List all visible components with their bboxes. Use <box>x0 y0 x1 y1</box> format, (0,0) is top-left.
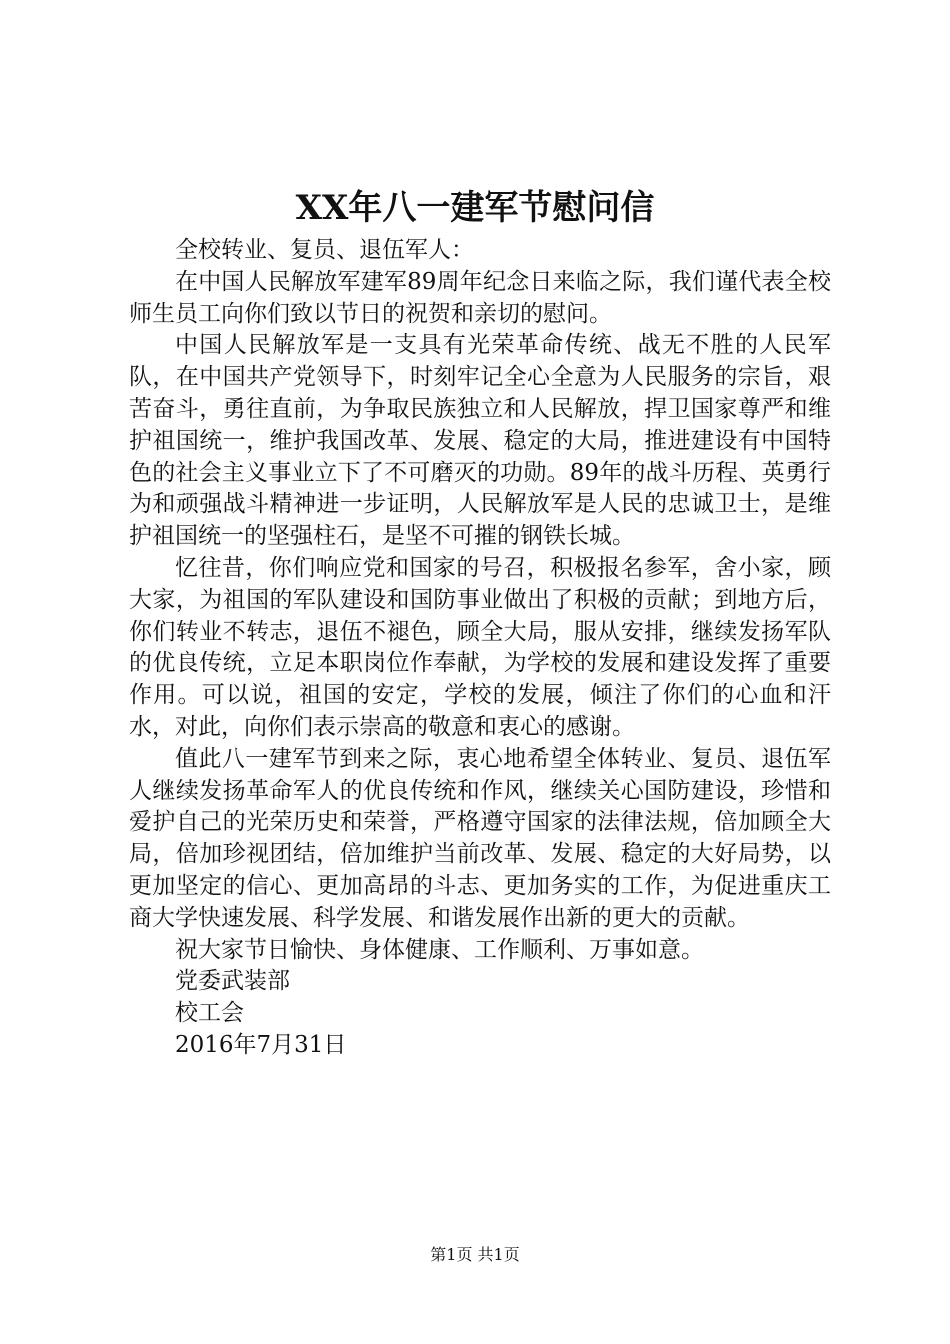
paragraph: 忆往昔，你们响应党和国家的号召，积极报名参军，舍小家，顾大家，为祖国的军队建设和国防事业做出了积极的贡献；到地方后，你们转业不转志，退伍不褪色，顾全大局，服从安排，继续发扬军队的优良传统，立足本职岗位作奉献，为学校的发展和建设发挥了重要作用。可以说，祖国的安定，学校的发展，倾注了你们的心血和汗水，对此，向你们表示崇高的敬意和衷心的感谢。 <box>129 554 831 740</box>
page-footer: 第1页 共1页 <box>430 1245 520 1264</box>
paragraph: 在中国人民解放军建军89周年纪念日来临之际，我们谨代表全校师生员工向你们致以节日的祝贺和亲切的慰问。 <box>129 268 831 327</box>
document-title: XX年八一建军节慰问信 <box>295 188 655 228</box>
signature-department: 党委武装部 <box>175 968 290 995</box>
document-body <box>129 235 831 1062</box>
closing-wish: 祝大家节日愉快、身体健康、工作顺利、万事如意。 <box>175 936 704 963</box>
paragraph: 值此八一建军节到来之际，衷心地希望全体转业、复员、退伍军人继续发扬革命军人的优良传统和作风，继续关心国防建设，珍惜和爱护自己的光荣历史和荣誉，严格遵守国家的法律法规，倍加顾全大局，倍加珍视团结，倍加维护当前改革、发展、稳定的大好局势，以更加坚定的信心、更加高昂的斗志、更加务实的工作，为促进重庆工商大学快速发展、科学发展、和谐发展作出新的更大的贡献。 <box>129 745 831 931</box>
salutation: 全校转业、复员、退伍军人： <box>175 237 474 263</box>
paragraph: 中国人民解放军是一支具有光荣革命传统、战无不胜的人民军队，在中国共产党领导下，时刻牢记全心全意为人民服务的宗旨，艰苦奋斗，勇往直前，为争取民族独立和人民解放，捍卫国家尊严和维护祖国统一，维护我国改革、发展、稳定的大局，推进建设有中国特色的社会主义事业立下了不可磨灭的功勋。89年的战斗历程、英勇行为和顽强战斗精神进一步证明，人民解放军是人民的忠诚卫士，是维护祖国统一的坚强柱石，是坚不可摧的钢铁长城。 <box>129 332 831 550</box>
signature-union: 校工会 <box>175 1000 244 1027</box>
signature-date: 2016年7月31日 <box>175 1031 347 1058</box>
